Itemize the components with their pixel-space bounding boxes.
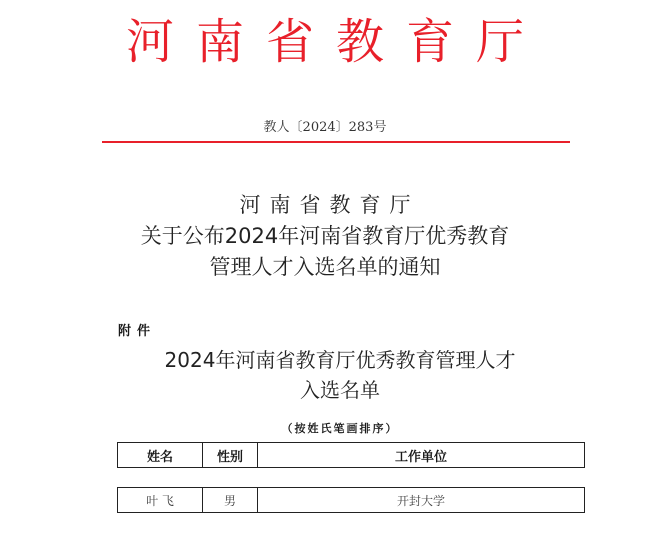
list-title-line2: 入选名单: [300, 378, 380, 402]
list-title: [0, 345, 650, 405]
list-title-line1: 2024年河南省教育厅优秀教育管理人才: [164, 348, 516, 372]
list-table-header: [117, 442, 585, 468]
notice-title-line3: 管理人才入选名单的通知: [209, 255, 441, 279]
cell-unit: 开封大学: [258, 488, 585, 513]
cell-gender: 男: [203, 488, 258, 513]
header-unit: 工作单位: [258, 443, 585, 468]
header-gender: 性别: [203, 443, 258, 468]
sort-note: （按姓氏笔画排序）: [281, 422, 399, 435]
table-header-row: [118, 443, 585, 468]
red-divider-line: [102, 141, 570, 143]
notice-title-line2: 关于公布2024年河南省教育厅优秀教育: [140, 224, 510, 248]
notice-title: [0, 190, 650, 283]
table-row: [118, 488, 585, 513]
masthead-title: 河南省教育厅: [125, 14, 546, 70]
header-name: 姓名: [118, 443, 203, 468]
notice-title-issuer: 河南省教育厅: [239, 193, 420, 217]
list-table-body: [117, 487, 585, 513]
cell-name: 叶 飞: [118, 488, 203, 513]
attachment-label: 附件: [118, 324, 157, 339]
document-number: 教人〔2024〕283号: [263, 120, 387, 135]
